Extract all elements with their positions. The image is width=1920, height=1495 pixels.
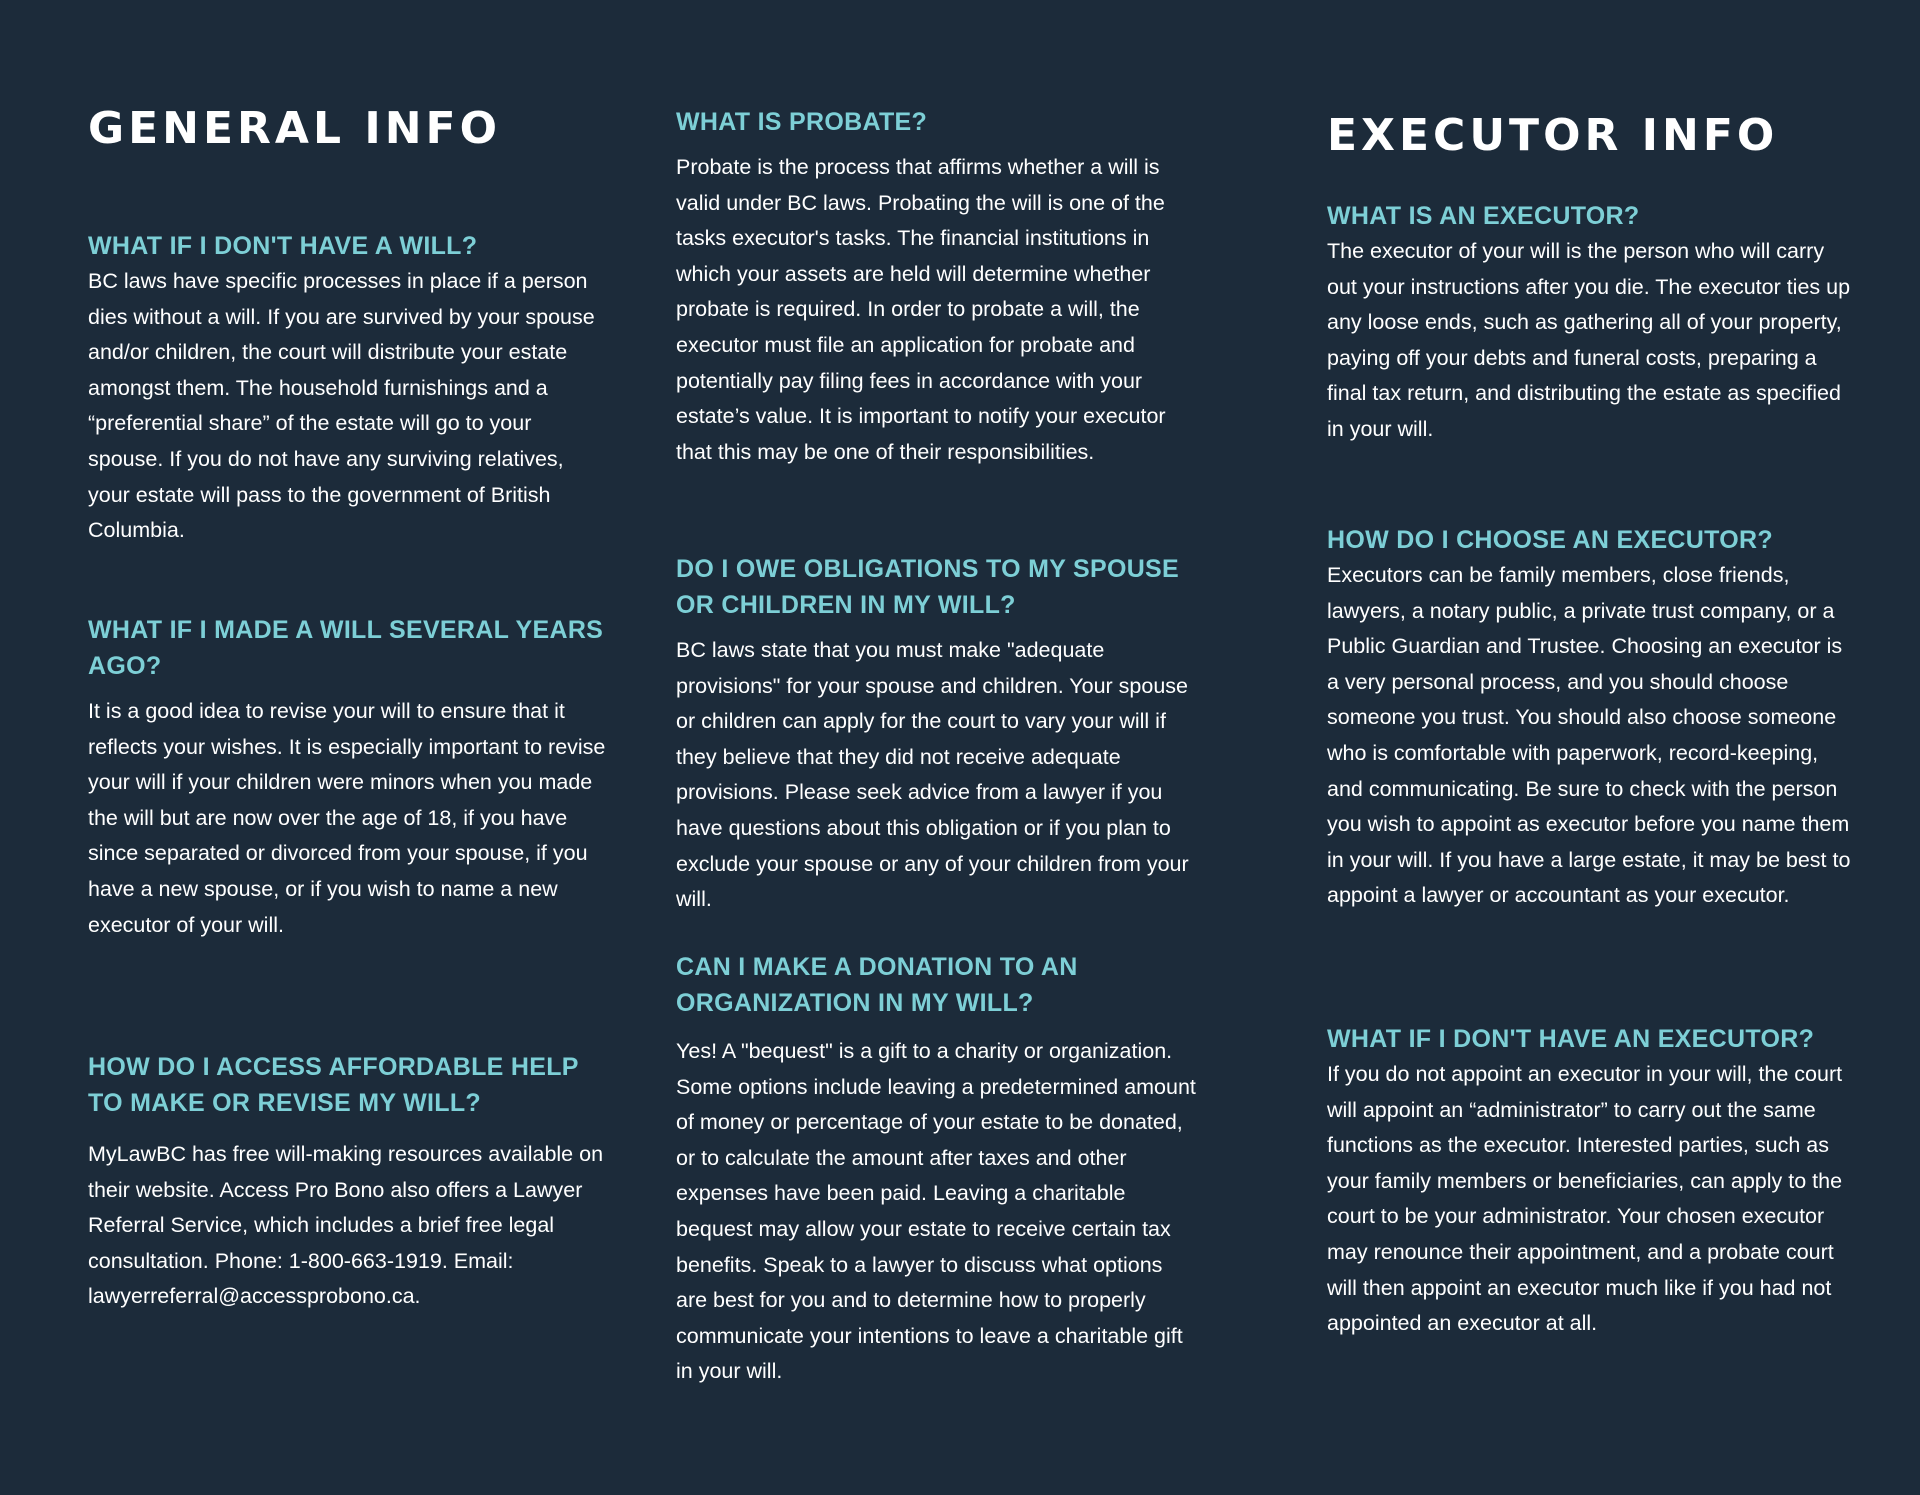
faq-answer: BC laws state that you must make "adequate provisions" for your spouse and children. Your spouse or children can apply for the court to vary your will if they believe that they did not receive adequate provisions. Please seek advice from a lawyer if you have questions about this obligation or if you plan to exclude your spouse or any of your children from your will.	[676, 638, 1189, 912]
faq-question: DO I OWE OBLIGATIONS TO MY SPOUSE OR CHILDREN IN MY WILL?	[676, 555, 1180, 619]
faq-answer: BC laws have specific processes in place if a person dies without a will. If you are survived by your spouse and/or children, the court will distribute your estate amongst them. The household furnishings and a “preferential share” of the estate will go to your spouse. If you do not have any surviving relatives, your estate will pass to the government of British Columbia.	[88, 269, 595, 543]
faq-question: HOW DO I CHOOSE AN EXECUTOR?	[1327, 526, 1773, 554]
faq-question: WHAT IF I MADE A WILL SEVERAL YEARS AGO?	[88, 616, 604, 680]
faq-donation	[676, 949, 1196, 1390]
faq-no-will	[88, 228, 608, 549]
faq-answer: MyLawBC has free will-making resources available on their website. Access Pro Bono also offers a Lawyer Referral Service, which includes a brief free legal consultation. Phone: 1-800-663-1919. Email: lawyerreferral@accessprobono.ca.	[88, 1142, 604, 1309]
faq-question: CAN I MAKE A DONATION TO AN ORGANIZATION IN MY WILL?	[676, 953, 1078, 1017]
faq-no-executor	[1327, 1021, 1857, 1342]
faq-question: WHAT IF I DON'T HAVE A WILL?	[88, 232, 478, 260]
faq-answer: It is a good idea to revise your will to ensure that it reflects your wishes. It is especially important to revise your will if your children were minors when you made the will but are now over the age of 18, if you have since separated or divorced from your spouse, if you have a new spouse, or if you wish to name a new executor of your will.	[88, 699, 606, 937]
faq-answer: The executor of your will is the person who will carry out your instructions after you die. The executor ties up any loose ends, such as gathering all of your property, paying off your debts and funeral costs, preparing a final tax return, and distributing the estate as specified in your will.	[1327, 239, 1851, 441]
faq-obligations	[676, 551, 1196, 918]
faq-old-will	[88, 612, 608, 943]
faq-question: HOW DO I ACCESS AFFORDABLE HELP TO MAKE OR REVISE MY WILL?	[88, 1053, 579, 1117]
faq-question: WHAT IS AN EXECUTOR?	[1327, 202, 1640, 230]
faq-answer: Probate is the process that affirms whether a will is valid under BC laws. Probating the will is one of the tasks executor's tasks. The financial institutions in which your assets are held will determine whether probate is required. In order to probate a will, the executor must file an application for probate and potentially pay filing fees in accordance with your estate’s value. It is important to notify your executor that this may be one of their responsibilities.	[676, 155, 1166, 464]
faq-answer: If you do not appoint an executor in your will, the court will appoint an “administrator” to carry out the same functions as the executor. Interested parties, such as your family members or beneficiaries, can apply to the court to be your administrator. Your chosen executor may renounce their appointment, and a probate court will then appoint an executor much like if you had not appointed an executor at all.	[1327, 1062, 1843, 1336]
executor-info-title: EXECUTOR INFO	[1327, 110, 1779, 161]
faq-choose-executor	[1327, 522, 1857, 914]
general-info-title: GENERAL INFO	[88, 103, 501, 154]
faq-question: WHAT IF I DON'T HAVE AN EXECUTOR?	[1327, 1025, 1815, 1053]
faq-answer: Yes! A "bequest" is a gift to a charity or organization. Some options include leaving a predetermined amount of money or percentage of your estate to be donated, or to calculate the amount after taxes and other expenses have been paid. Leaving a charitable bequest may allow your estate to receive certain tax benefits. Speak to a lawyer to discuss what options are best for you and to determine how to properly communicate your intentions to leave a charitable gift in your will.	[676, 1039, 1196, 1384]
faq-affordable-help	[88, 1049, 608, 1315]
faq-probate	[676, 104, 1196, 470]
faq-answer: Executors can be family members, close friends, lawyers, a notary public, a private trust company, or a Public Guardian and Trustee. Choosing an executor is a very personal process, and you should choose someone you trust. You should also choose someone who is comfortable with paperwork, record-keeping, and communicating. Be sure to check with the person you wish to appoint as executor before you name them in your will. If you have a large estate, it may be best to appoint a lawyer or accountant as your executor.	[1327, 563, 1851, 908]
faq-what-executor	[1327, 198, 1857, 448]
faq-question: WHAT IS PROBATE?	[676, 108, 928, 136]
